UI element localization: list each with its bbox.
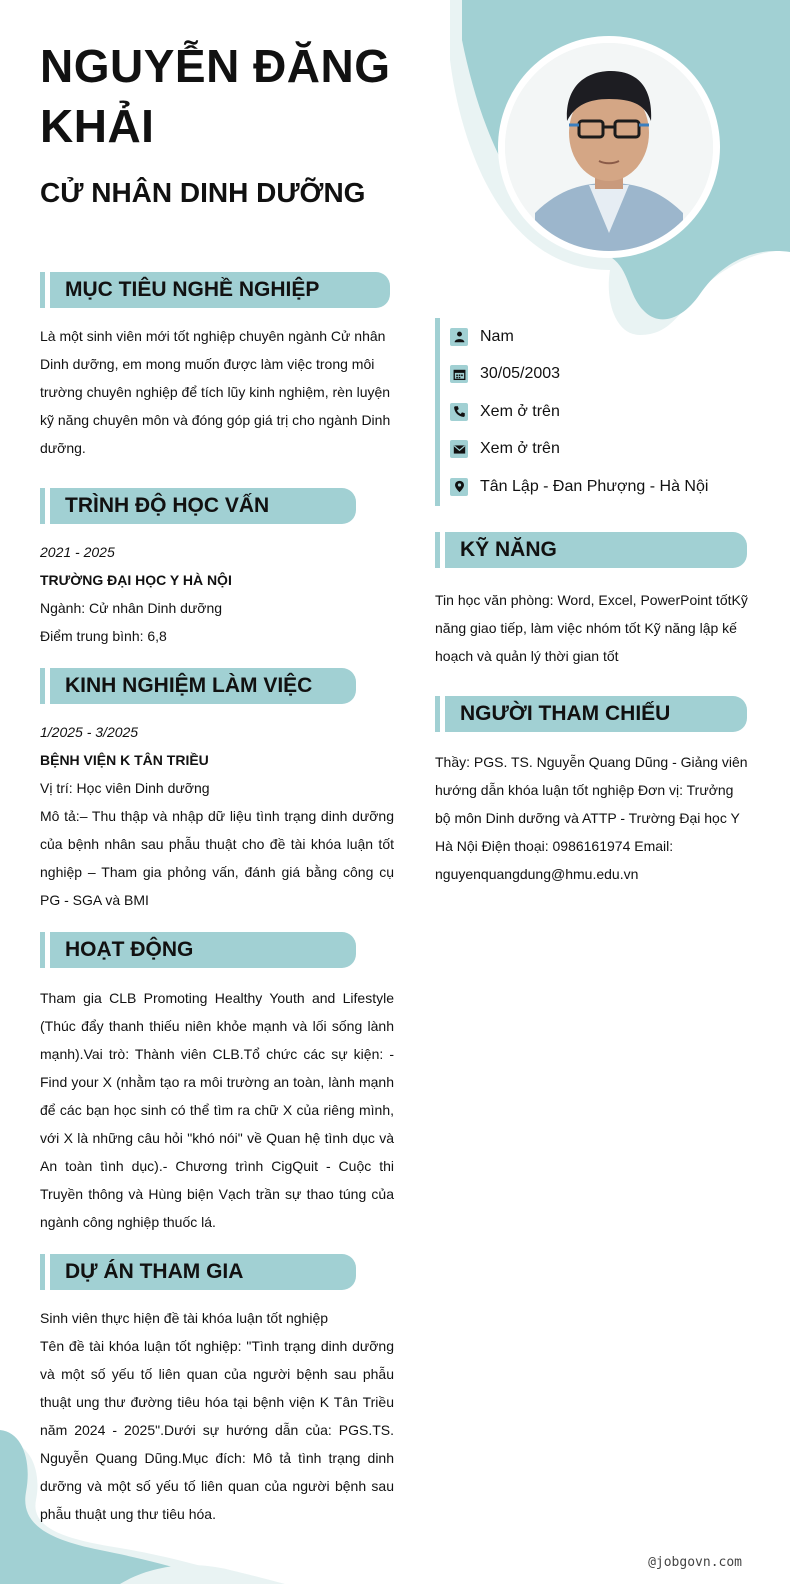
- job-title: CỬ NHÂN DINH DƯỠNG: [40, 177, 366, 208]
- activities-section: [40, 932, 394, 1236]
- section-header: [40, 1254, 394, 1290]
- avatar-photo: [505, 43, 713, 251]
- references-section: [435, 696, 751, 888]
- section-header: [435, 532, 751, 568]
- experience-company: BỆNH VIỆN K TÂN TRIỀU: [40, 752, 209, 768]
- projects-title: DỰ ÁN THAM GIA: [50, 1254, 356, 1290]
- education-school: TRƯỜNG ĐẠI HỌC Y HÀ NỘI: [40, 572, 232, 588]
- contact-phone: [450, 393, 751, 431]
- contact-address-text: Tân Lập - Đan Phượng - Hà Nội: [480, 477, 709, 495]
- experience-section: [40, 668, 394, 914]
- objective-title: MỤC TIÊU NGHỀ NGHIỆP: [50, 272, 390, 308]
- skills-text: Tin học văn phòng: Word, Excel, PowerPoint tốtKỹ năng giao tiếp, làm việc nhóm tốt Kỹ năng lập kế hoạch và quản lý thời gian tốt: [435, 591, 748, 664]
- skills-title: KỸ NĂNG: [445, 532, 747, 568]
- projects-role: Sinh viên thực hiện đề tài khóa luận tốt nghiệp: [40, 1310, 329, 1326]
- education-section: [40, 488, 394, 650]
- activities-text: Tham gia CLB Promoting Healthy Youth and Lifestyle (Thúc đẩy thanh thiếu niên khỏe mạnh và lối sống lành mạnh).Vai trò: Thành viên CLB.Tổ chức các sự kiện: - Find your X (nhằm tạo ra môi trường an toàn, lành mạnh để các bạn học sinh có thể tìm ra chữ X của riêng mình, với X là những câu hỏi "khó nói" về Quan hệ tình dục và An toàn tình dục).- Chương trình CigQuit - Cuộc thi Truyền thông và Hùng biện Vạch trần sự thao túng của ngành công nghiệp thuốc lá.: [40, 990, 394, 1230]
- contact-birthdate-text: 30/05/2003: [480, 365, 561, 383]
- right-column: [435, 318, 751, 906]
- projects-section: [40, 1254, 394, 1528]
- education-title: TRÌNH ĐỘ HỌC VẤN: [50, 488, 356, 524]
- activities-title: HOẠT ĐỘNG: [50, 932, 356, 968]
- education-gpa: Điểm trung bình: 6,8: [40, 628, 167, 644]
- candidate-name: NGUYỄN ĐĂNG KHẢI: [40, 40, 391, 152]
- experience-description: Mô tả:– Thu thập và nhập dữ liệu tình trạng dinh dưỡng của bệnh nhân sau phẫu thuật cho đề tài khóa luận tốt nghiệp – Tham gia phỏng vấn, đánh giá bằng công cụ PG - SGA và BMI: [40, 808, 394, 908]
- references-text: Thầy: PGS. TS. Nguyễn Quang Dũng - Giảng viên hướng dẫn khóa luận tốt nghiệp Đơn vị: Trưởng bộ môn Dinh dưỡng và ATTP - Trường Đại học Y Hà Nội Điện thoại: 0986161974 Email: nguyenquangdung@hmu.edu.vn: [435, 753, 748, 882]
- section-header: [40, 932, 394, 968]
- objective-text: Là một sinh viên mới tốt nghiệp chuyên ngành Cử nhân Dinh dưỡng, em mong muốn được làm việc trong môi trường chuyên nghiệp để tích lũy kinh nghiệm, rèn luyện kỹ năng chuyên môn và đóng góp giá trị cho ngành Dinh dưỡng.: [40, 328, 391, 456]
- experience-period: 1/2025 - 3/2025: [40, 724, 139, 740]
- contact-gender-text: Nam: [480, 327, 514, 345]
- section-header: [40, 488, 394, 524]
- avatar: [498, 36, 720, 258]
- calendar-icon: [450, 365, 468, 383]
- location-icon: [450, 478, 468, 496]
- phone-icon: [450, 403, 468, 421]
- education-major: Ngành: Cử nhân Dinh dưỡng: [40, 600, 223, 616]
- experience-title: KINH NGHIỆM LÀM VIỆC: [50, 668, 356, 704]
- section-header: [40, 272, 394, 308]
- contact-phone-text: Xem ở trên: [480, 402, 560, 420]
- contact-address: [450, 468, 751, 506]
- left-column: [40, 272, 394, 1546]
- contact-birthdate: [450, 356, 751, 394]
- watermark: @jobgovn.com: [648, 1555, 742, 1570]
- education-period: 2021 - 2025: [40, 544, 115, 560]
- experience-position: Vị trí: Học viên Dinh dưỡng: [40, 780, 210, 796]
- section-header: [435, 696, 751, 732]
- contact-email: [450, 431, 751, 469]
- contact-list: [435, 318, 751, 506]
- objective-section: [40, 272, 394, 462]
- contact-gender: [450, 318, 751, 356]
- email-icon: [450, 440, 468, 458]
- person-icon: [450, 328, 468, 346]
- projects-description: Tên đề tài khóa luận tốt nghiệp: "Tình trạng dinh dưỡng và một số yếu tố liên quan của người bệnh sau phẫu thuật ung thư đường tiêu hóa tại bệnh viện K Tân Triều năm 2024 - 2025".Dưới sự hướng dẫn của: PGS.TS. Nguyễn Quang Dũng.Mục đích: Mô tả tình trạng dinh dưỡng và một số yếu tố liên quan của người bệnh sau phẫu thuật ung thư tiêu hóa.: [40, 1338, 394, 1522]
- section-header: [40, 668, 394, 704]
- skills-section: [435, 532, 751, 670]
- contact-email-text: Xem ở trên: [480, 440, 560, 458]
- references-title: NGƯỜI THAM CHIẾU: [445, 696, 747, 732]
